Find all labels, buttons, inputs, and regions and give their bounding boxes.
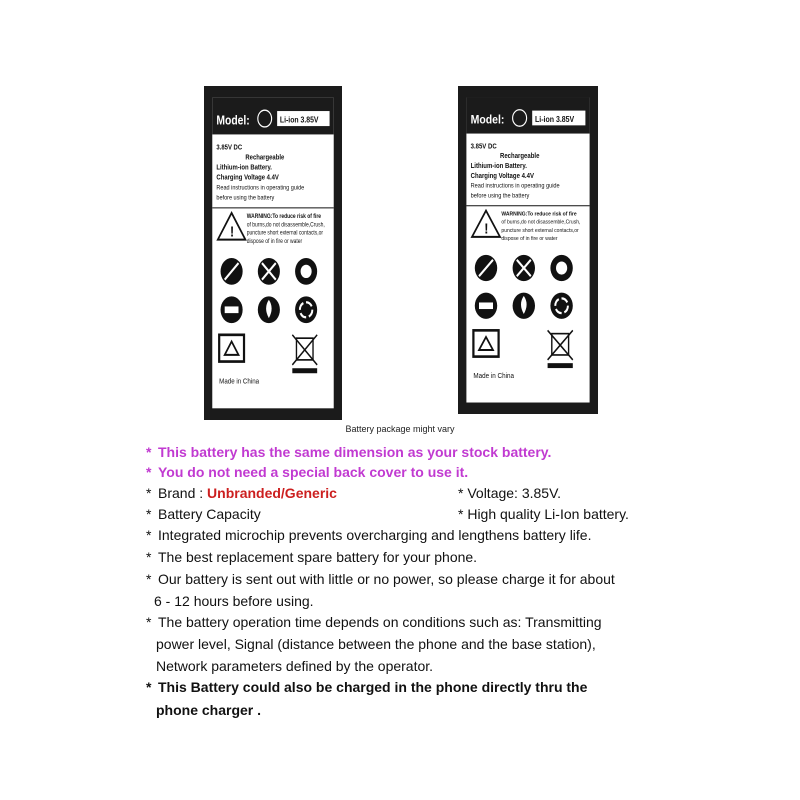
warning-line-4: dispose of in fire or water <box>501 235 558 243</box>
feature-replacement: * The best replacement spare battery for your phone. <box>146 549 478 565</box>
origin-label: Made in China <box>473 372 515 381</box>
rechargeable-label: Rechargeable <box>245 154 285 162</box>
feature-operation-line-2: power level, Signal (distance between the phone and the base station), <box>156 636 596 652</box>
feature-operation-line-3: Network parameters defined by the operator. <box>156 658 434 674</box>
warning-line-1: WARNING:To reduce risk of fire <box>246 213 322 221</box>
charging-label: Charging Voltage 4.4V <box>470 172 534 180</box>
warning-line-2: of burns,do not disassemble,Crush, <box>501 219 581 226</box>
instructions-line-2: before using the battery <box>470 192 530 200</box>
feature-power-line-1: * Our battery is sent out with little or no power, so please charge it for about <box>146 571 615 587</box>
rechargeable-label: Rechargeable <box>500 152 540 161</box>
voltage-label: 3.85V DC <box>470 142 497 151</box>
caption: Battery package might vary <box>345 424 455 434</box>
instructions-line-1: Read instructions in operating guide <box>470 182 560 190</box>
feature-voltage: * Voltage: 3.85V. <box>458 485 562 501</box>
cell-label: Li-ion 3.85V <box>279 115 319 125</box>
chemistry-label: Lithium-ion Battery. <box>470 162 527 171</box>
no-short-circuit-icon <box>221 296 243 323</box>
model-label: Model: <box>470 114 505 127</box>
no-fire-icon <box>258 296 280 323</box>
feature-no-back-cover: * You do not need a special back cover to use it. <box>146 464 469 480</box>
feature-charger-line-2: phone charger . <box>156 702 262 718</box>
warning-mark: ! <box>484 220 489 237</box>
warning-line-3: puncture short external contacts,or <box>501 227 579 235</box>
instructions-line-2: before using the battery <box>216 194 275 202</box>
no-disassemble-icon <box>513 255 535 281</box>
no-crush-icon <box>221 258 243 285</box>
warning-line-3: puncture short external contacts,or <box>246 230 324 237</box>
model-label: Model: <box>216 114 250 128</box>
feature-operation-line-1: * The battery operation time depends on conditions such as: Transmitting <box>146 614 602 630</box>
feature-same-dimension: * This battery has the same dimension as your stock battery. <box>146 444 552 460</box>
no-short-circuit-icon <box>475 293 497 319</box>
no-disassemble-icon <box>258 258 280 285</box>
no-child-icon <box>550 255 572 281</box>
no-crush-icon <box>475 255 497 281</box>
chemistry-label: Lithium-ion Battery. <box>216 164 272 172</box>
warning-line-1: WARNING:To reduce risk of fire <box>501 211 577 218</box>
voltage-label: 3.85V DC <box>216 144 243 152</box>
brand-value: Unbranded/Generic <box>207 485 337 501</box>
battery-image-left <box>204 86 342 420</box>
origin-label: Made in China <box>219 377 260 386</box>
feature-capacity: * Battery Capacity <box>146 506 261 522</box>
warning-line-4: dispose of in fire or water <box>246 238 303 246</box>
recycle-icon <box>295 296 317 323</box>
battery-image-right <box>458 86 598 414</box>
no-child-icon <box>295 258 317 285</box>
feature-brand: * Brand : Unbranded/Generic <box>146 485 337 501</box>
no-fire-icon <box>513 293 535 319</box>
feature-microchip: * Integrated microchip prevents overcharging and lengthens battery life. <box>146 527 592 543</box>
warning-mark: ! <box>229 223 235 240</box>
feature-quality: * High quality Li-Ion battery. <box>458 506 629 522</box>
warning-line-2: of burns,do not disassemble,Crush, <box>246 221 325 229</box>
instructions-line-1: Read instructions in operating guide <box>216 184 305 192</box>
cell-label: Li-ion 3.85V <box>535 114 575 125</box>
recycle-icon <box>550 293 572 319</box>
charging-label: Charging Voltage 4.4V <box>216 174 279 182</box>
feature-charger-line-1: * This Battery could also be charged in the phone directly thru the <box>146 679 588 695</box>
feature-power-line-2: 6 - 12 hours before using. <box>154 593 314 609</box>
